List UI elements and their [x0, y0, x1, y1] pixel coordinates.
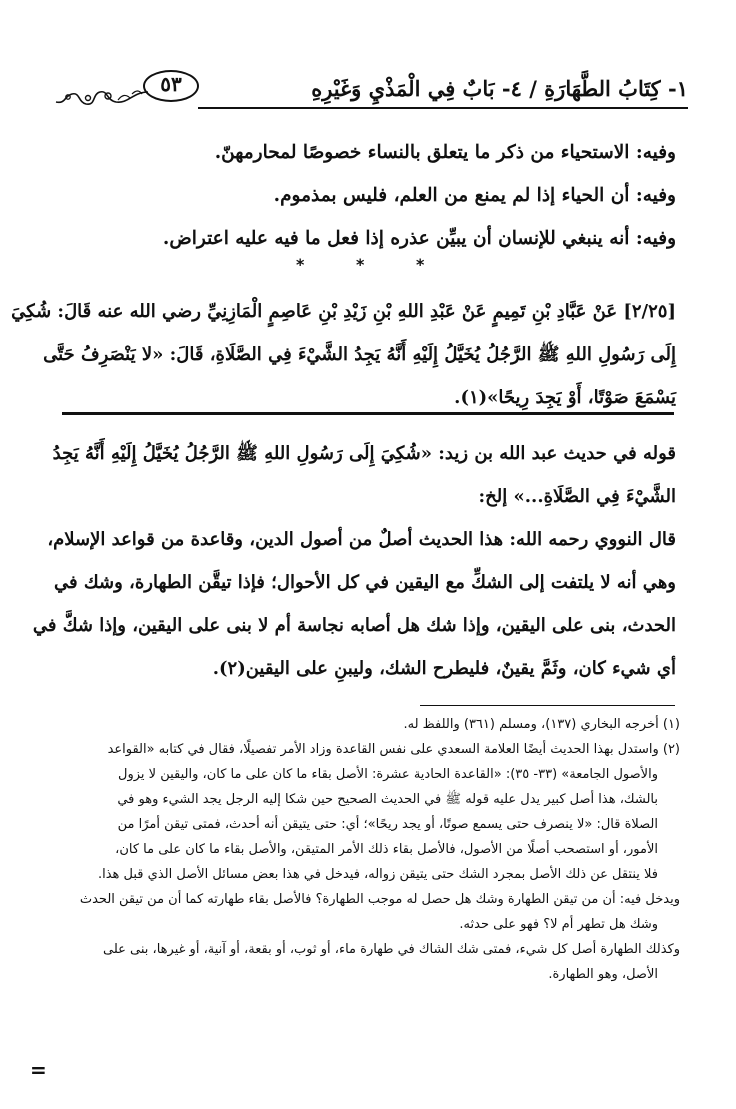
star-divider: * [356, 255, 365, 274]
intro-line: وفيه: الاستحياء من ذكر ما يتعلق بالنساء خصوصًا لمحارمهنّ. [214, 142, 676, 163]
footnote-line: وكذلك الطهارة أصل كل شيء، فمتى شك الشاك في طهارة ماء، أو ثوب، أو بقعة، أو آنية، أو غيرها، بنى على [102, 942, 680, 957]
section-separator [62, 412, 674, 415]
footnotes [56, 712, 680, 987]
footnote-line: والأصول الجامعة» (٣٣- ٣٥): «القاعدة الحادية عشرة: الأصل بقاء ما كان على ما كان، واليقين لا يزول [118, 767, 658, 782]
page-header [48, 62, 688, 120]
hadith-line: يَسْمَعَ صَوْتًا، أَوْ يَجِدَ رِيحًا»(١). [454, 387, 676, 408]
chapter-title: ١- كِتَابُ الطَّهَارَةِ / ٤- بَابٌ فِي الْمَذْيِ وَغَيْرِهِ [311, 76, 688, 101]
header-rule [198, 107, 688, 109]
footnote-line: (١) أخرجه البخاري (١٣٧)، ومسلم (٣٦١) واللفظ له. [403, 717, 680, 732]
footnote-line: بالشك، هذا أصل كبير يدل عليه قوله ﷺ في الحديث الصحيح حين شكا إليه الرجل يجد الشيء وهو في [117, 792, 658, 807]
footnote-line: ويدخل فيه: أن من تيقن الطهارة وشك هل حصل له موجب الطهارة؟ فالأصل بقاء طهارته كما أن من تيقن الحدث [79, 892, 680, 907]
commentary-line: قال النووي رحمه الله: هذا الحديث أصلٌ من أصول الدين، وقاعدة من قواعد الإسلام، [47, 529, 676, 550]
continuation-mark: = [30, 1058, 47, 1082]
page-number: ٥٣ [160, 72, 182, 96]
footnote-line: (٢) واستدل بهذا الحديث أيضًا العلامة السعدي على نفس القاعدة وزاد الأمر تفصيلًا، فقال في كتابه «القواعد [107, 742, 680, 757]
hadith-line: إِلَى رَسُولِ اللهِ ﷺ الرَّجُلُ يُخَيَّلُ إِلَيْهِ أَنَّهُ يَجِدُ الشَّيْءَ فِي الصَّلَاةِ، قَالَ: «لا يَنْصَرِفُ حَتَّى [43, 344, 676, 365]
footnote-line: فلا ينتقل عن ذلك الأصل بمجرد الشك حتى يتيقن زواله، فيدخل في هذا بعض مسائل الأصل الذي قبل هذا. [97, 867, 658, 882]
commentary-line: قوله في حديث عبد الله بن زيد: «شُكِيَ إِلَى رَسُولِ اللهِ ﷺ الرَّجُلُ يُخَيَّلُ إِلَيْهِ أَنَّهُ يَجِدُ [52, 443, 676, 464]
hadith-line: [٢/٢٥] عَنْ عَبَّادِ بْنِ تَمِيمٍ عَنْ عَبْدِ اللهِ بْنِ زَيْدِ بْنِ عَاصِمٍ الْمَازِنِيِّ رضي الله عنه قَالَ: شُكِيَ [11, 301, 676, 322]
commentary-text [32, 432, 676, 690]
star-divider: * [416, 255, 425, 274]
section-stars [0, 255, 736, 275]
flourish-ornament-icon [48, 82, 148, 112]
commentary-line: أي شيء كان، وثَمَّ يقينٌ، فليطرح الشك، وليبنِ على اليقين(٢). [212, 658, 676, 679]
commentary-line: الحدث، بنى على اليقين، وإذا شك هل أصابه نجاسة أم لا بنى على اليقين، وإذا شكَّ في [32, 615, 676, 636]
footnote-line: الأمور، أو استصحب أصلًا من الأصول، فالأصل بقاء ذلك الأمر المتيقن، والأصل بقاء ما كان على ما كان، [115, 842, 658, 857]
footnote-line: الصلاة قال: «لا ينصرف حتى يسمع صوتًا، أو يجد ريحًا»؛ أي: حتى يتيقن أنه أحدث، فمتى تيقن أمرًا من [117, 817, 658, 832]
intro-line: وفيه: أن الحياء إذا لم يمنع من العلم، فليس بمذموم. [273, 185, 676, 206]
star-divider: * [296, 255, 305, 274]
commentary-line: الشَّيْءَ فِي الصَّلَاةِ...» إلخ: [478, 486, 676, 507]
intro-notes [150, 131, 676, 260]
footnote-line: الأصل، وهو الطهارة. [548, 967, 658, 982]
commentary-line: وهي أنه لا يلتفت إلى الشكِّ مع اليقين في كل الأحوال؛ فإذا تيقَّن الطهارة، وشك في [53, 572, 676, 593]
footnote-rule [420, 705, 675, 706]
intro-line: وفيه: أنه ينبغي للإنسان أن يبيِّن عذره إذا فعل ما فيه عليه اعتراض. [162, 228, 676, 249]
footnote-line: وشك هل تطهر أم لا؟ فهو على حدثه. [459, 917, 658, 932]
hadith-text [11, 290, 676, 419]
page-number-badge [143, 70, 203, 104]
